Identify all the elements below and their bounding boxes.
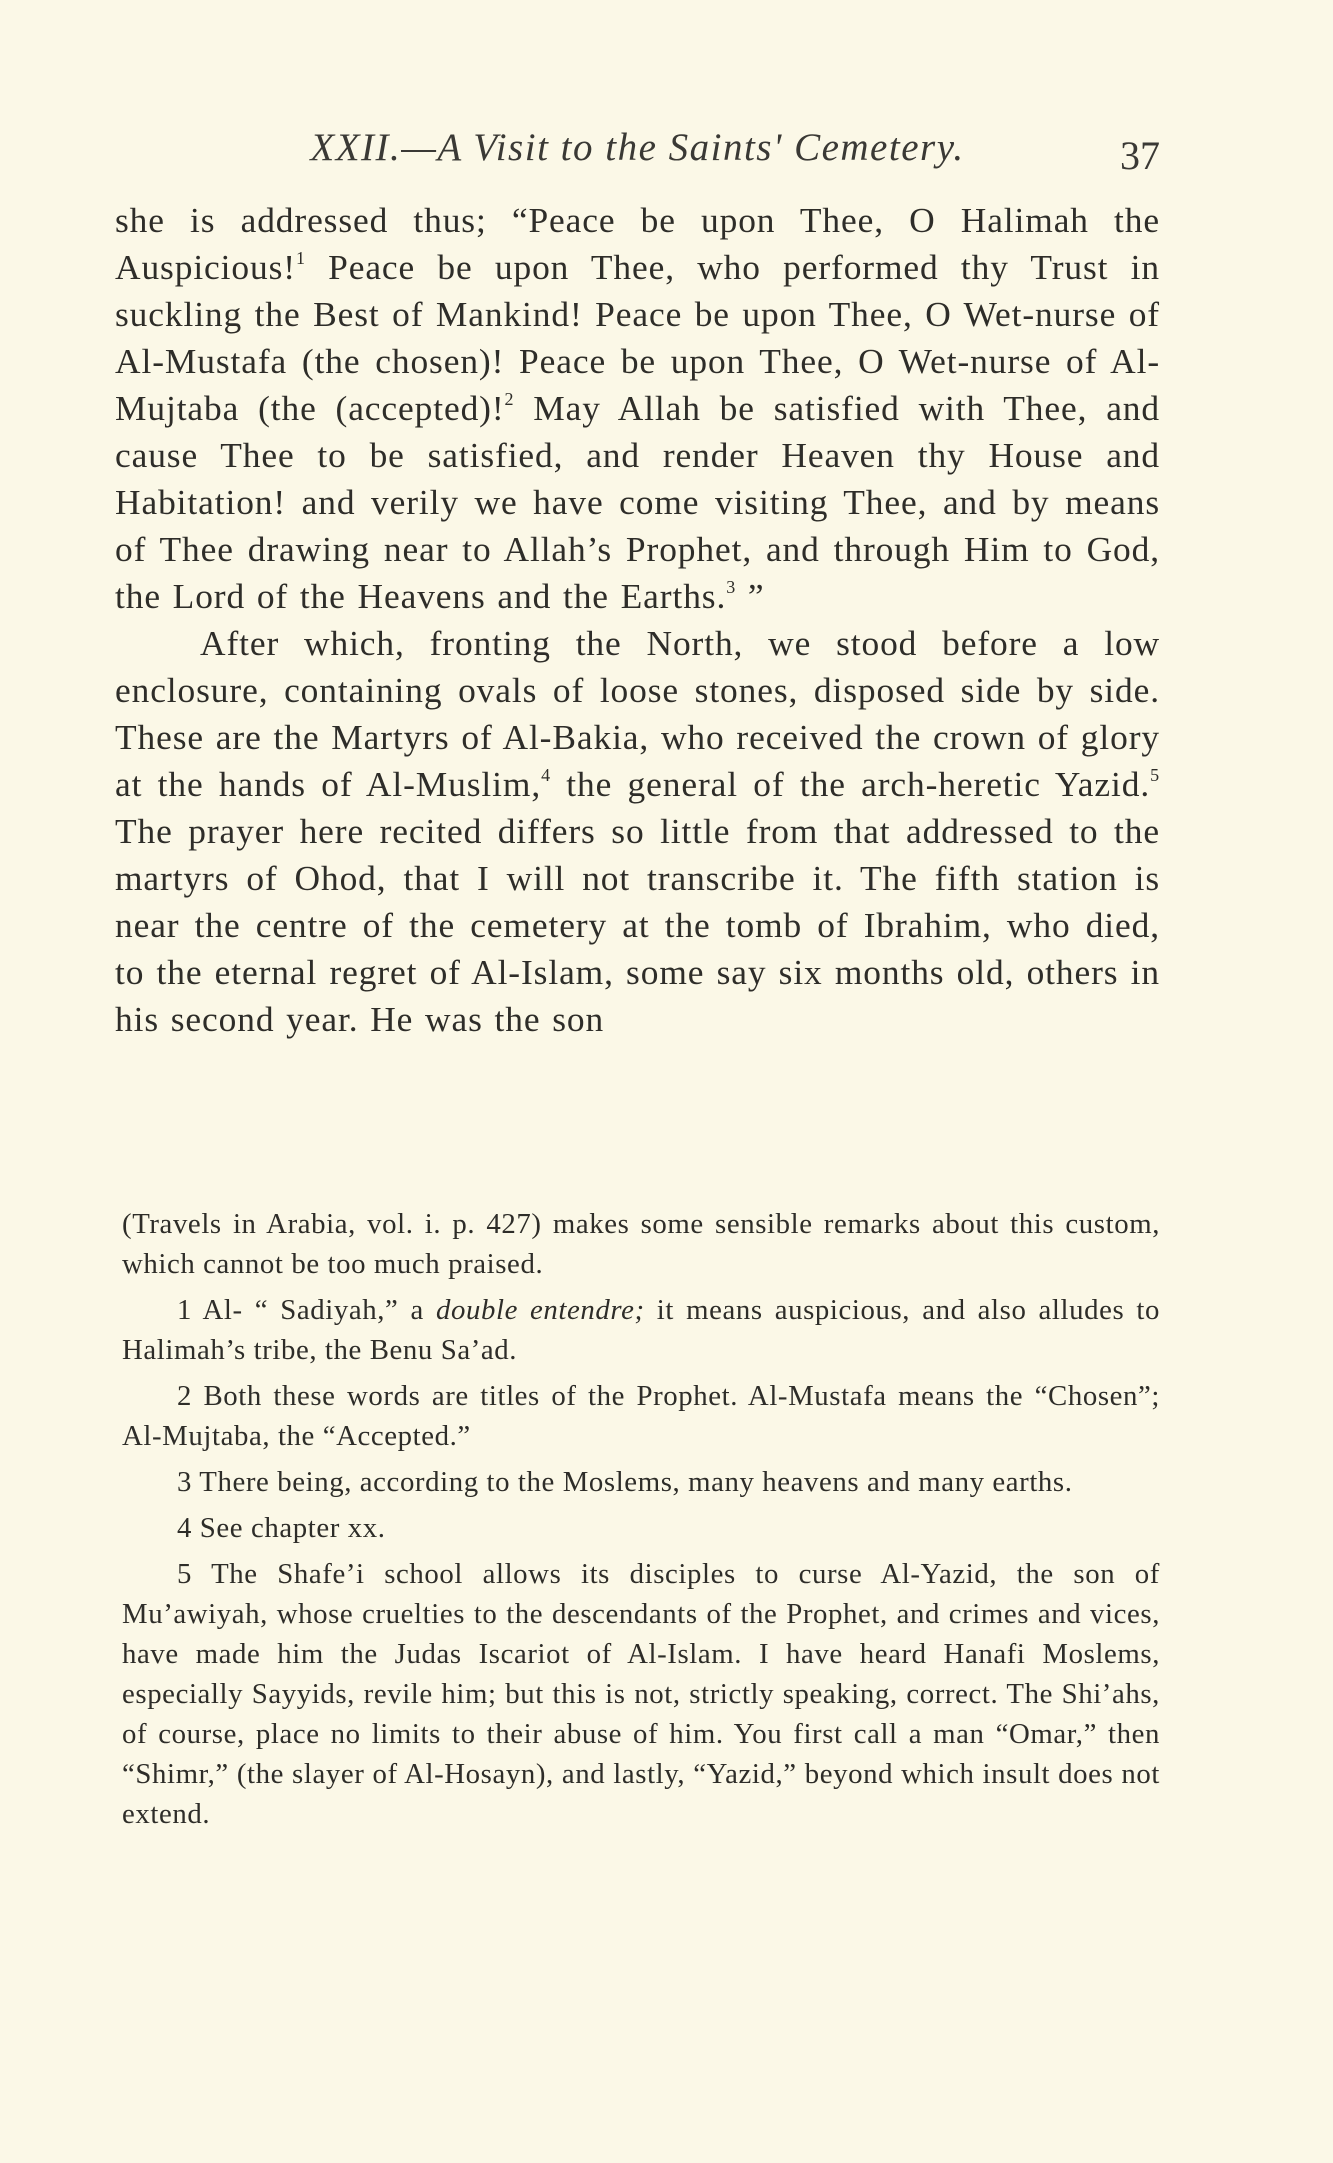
footnote-italic-text: double entendre; (435, 1294, 645, 1326)
running-title: XXII.—A Visit to the Saints' Cemetery. (310, 126, 965, 169)
footnote-ref: 4 (541, 765, 551, 786)
footnotes (122, 1204, 1160, 1840)
paragraph-text: the general of the arch-heretic Yazid. (550, 764, 1151, 804)
footnote-text: 1 Al- “ Sadiyah,” a (177, 1294, 436, 1326)
footnote-ref: 1 (295, 248, 306, 269)
footnote-ref: 2 (504, 389, 515, 410)
paragraph-text: After which, fronting the North, we stood before a low enclosure, containing ovals of loose stones, disposed side by side. These are the Martyrs of Al-Bakia, who received the crown of glory at the hands of Al-Muslim, (115, 623, 1160, 804)
paragraph-text: she is addressed thus; “Peace be upon Thee, O Halimah the Auspicious! (115, 200, 1160, 287)
footnote-ref: 5 (1150, 765, 1160, 786)
footnote-1 (122, 1290, 1160, 1370)
footnote-3: 3 There being, according to the Moslems, many heavens and many earths. (177, 1466, 1073, 1498)
page-header (115, 115, 1160, 185)
footnote-4: 4 See chapter xx. (177, 1512, 386, 1544)
footnote-continuation: (Travels in Arabia, vol. i. p. 427) makes some sensible remarks about this custom, which cannot be too much praised. (122, 1208, 1160, 1280)
footnote-2: 2 Both these words are titles of the Prophet. Al-Mustafa means the “Chosen”; Al-Mujtaba, the “Accepted.” (122, 1380, 1160, 1452)
paragraph-text: ” (736, 576, 765, 616)
paragraph-text: May Allah be satisfied with Thee, and cause Thee to be satisfied, and render Heaven thy House and Habitation! and verily we have come visiting Thee, and by means of Thee drawing near to Allah’s Prophet, and through Him to God, the Lord of the Heavens and the Earths. (115, 388, 1160, 616)
footnote-text: it means auspicious, and also alludes to Halimah’s tribe, the Benu Sa’ad. (122, 1294, 1160, 1366)
page-number: 37 (1120, 133, 1160, 178)
paragraph (115, 197, 1160, 620)
footnote-ref: 3 (726, 577, 737, 598)
paragraph-text: Peace be upon Thee, who performed thy Trust in suckling the Best of Mankind! Peace be upon Thee, O Wet-nurse of Al-Mustafa (the chosen)! Peace be upon Thee, O Wet-nurse of Al-Mujtaba (the (accepted)! (115, 247, 1160, 428)
paragraph-text: The prayer here recited differs so little from that addressed to the martyrs of Ohod, that I will not transcribe it. The fifth station is near the centre of the cemetery at the tomb of Ibrahim, who died, to the eternal regret of Al-Islam, some say six months old, others in his second year. He was the son (115, 811, 1160, 1039)
footnote-5: 5 The Shafe’i school allows its disciples to curse Al-Yazid, the son of Mu’awiyah, whose cruelties to the descendants of the Prophet, and crimes and vices, have made him the Judas Iscariot of Al-Islam. I have heard Hanafi Moslems, especially Sayyids, revile him; but this is not, strictly speaking, correct. The Shi’ahs, of course, place no limits to their abuse of him. You first call a man “Omar,” then “Shimr,” (the slayer of Al-Hosayn), and lastly, “Yazid,” beyond which insult does not extend. (122, 1558, 1160, 1830)
main-text (115, 197, 1160, 1043)
paragraph (115, 620, 1160, 1043)
